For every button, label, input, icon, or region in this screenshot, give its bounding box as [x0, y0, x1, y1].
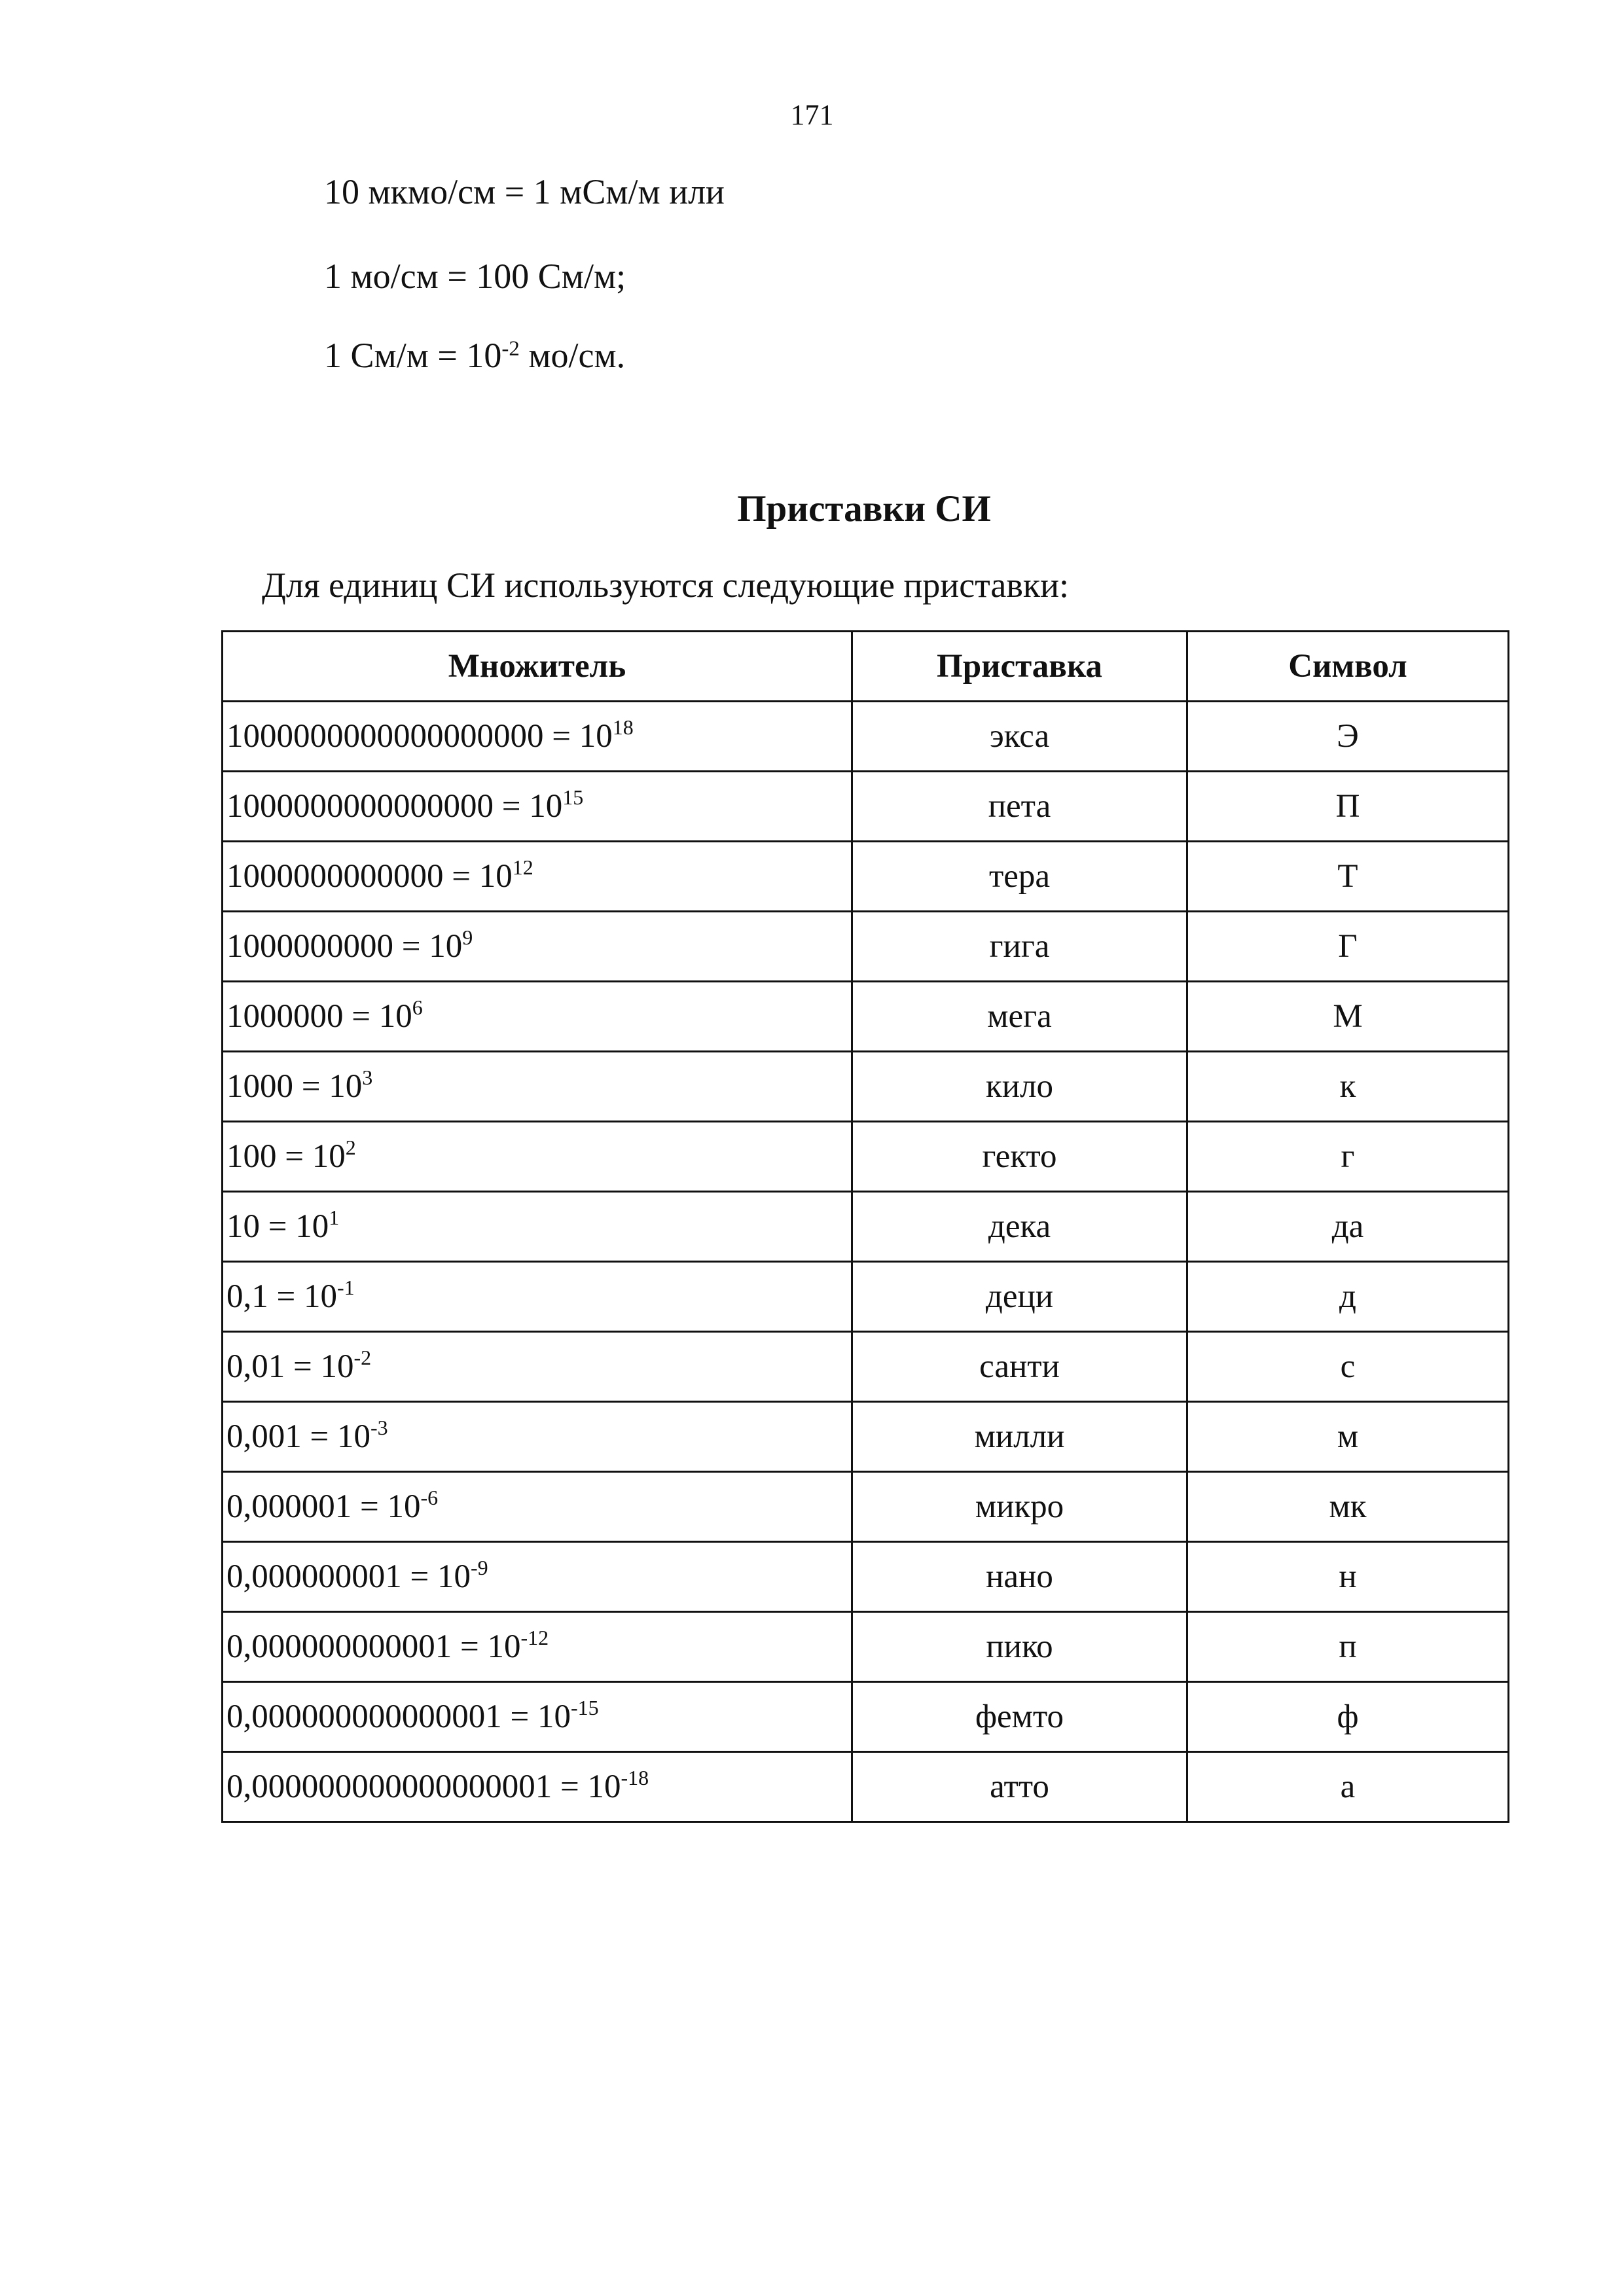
multiplier-value: 0,000000000000000001 = 10 [226, 1768, 621, 1805]
table-row [223, 1472, 1509, 1542]
multiplier-value: 10 = 10 [226, 1208, 329, 1245]
multiplier-exponent: -12 [520, 1625, 549, 1649]
multiplier-cell [223, 1052, 852, 1122]
prefix-cell: нано [852, 1542, 1187, 1612]
table-row [223, 1682, 1509, 1752]
multiplier-exponent: 2 [345, 1135, 356, 1159]
equation-text: 1 мо/см = 100 См/м; [324, 257, 626, 296]
multiplier-exponent: 15 [562, 785, 584, 809]
symbol-cell: н [1187, 1542, 1509, 1612]
symbol-cell: Г [1187, 912, 1509, 982]
table-row [223, 1332, 1509, 1402]
multiplier-exponent: -9 [471, 1555, 488, 1579]
table-row [223, 1122, 1509, 1192]
multiplier-cell [223, 1472, 852, 1542]
multiplier-value: 0,000000000000001 = 10 [226, 1698, 571, 1735]
multiplier-value: 1000000000000000000 = 10 [226, 718, 613, 755]
multiplier-cell [223, 1612, 852, 1682]
multiplier-cell [223, 1122, 852, 1192]
multiplier-exponent: -2 [353, 1345, 372, 1369]
multiplier-value: 1000 = 10 [226, 1068, 363, 1105]
multiplier-value: 1000000000 = 10 [226, 928, 463, 965]
multiplier-exponent: 3 [362, 1065, 373, 1089]
multiplier-cell [223, 1192, 852, 1262]
multiplier-exponent: -18 [621, 1765, 649, 1789]
equation-line [324, 335, 625, 376]
symbol-cell: м [1187, 1402, 1509, 1472]
multiplier-cell [223, 842, 852, 912]
symbol-cell: с [1187, 1332, 1509, 1402]
table-row [223, 1402, 1509, 1472]
multiplier-exponent: 6 [412, 995, 423, 1019]
table-header-row [223, 632, 1509, 702]
prefix-cell: гига [852, 912, 1187, 982]
multiplier-exponent: 1 [329, 1205, 340, 1229]
table-row [223, 1612, 1509, 1682]
prefix-cell: милли [852, 1402, 1187, 1472]
table-row [223, 702, 1509, 772]
multiplier-exponent: -15 [571, 1695, 599, 1719]
prefix-cell: фемто [852, 1682, 1187, 1752]
equation-line [324, 171, 725, 212]
multiplier-exponent: -6 [420, 1485, 439, 1509]
table-row [223, 842, 1509, 912]
multiplier-exponent: -1 [337, 1275, 355, 1299]
table-body [223, 702, 1509, 1822]
table-row [223, 1052, 1509, 1122]
equation-text: 1 См/м = 10 [324, 336, 502, 375]
multiplier-value: 1000000000000 = 10 [226, 858, 513, 895]
table-row [223, 1262, 1509, 1332]
table-row [223, 1752, 1509, 1822]
multiplier-value: 0,000001 = 10 [226, 1488, 421, 1525]
table-row [223, 1542, 1509, 1612]
symbol-cell: Э [1187, 702, 1509, 772]
symbol-cell: п [1187, 1612, 1509, 1682]
symbol-cell: а [1187, 1752, 1509, 1822]
multiplier-cell [223, 702, 852, 772]
multiplier-value: 0,000000001 = 10 [226, 1558, 471, 1595]
prefix-cell: гекто [852, 1122, 1187, 1192]
equation-exponent: -2 [501, 336, 520, 361]
prefix-cell: микро [852, 1472, 1187, 1542]
symbol-cell: ф [1187, 1682, 1509, 1752]
symbol-cell: М [1187, 982, 1509, 1052]
prefix-cell: кило [852, 1052, 1187, 1122]
multiplier-exponent: 9 [462, 925, 473, 949]
multiplier-cell [223, 982, 852, 1052]
prefix-cell: санти [852, 1332, 1187, 1402]
multiplier-value: 1000000000000000 = 10 [226, 788, 563, 825]
symbol-cell: к [1187, 1052, 1509, 1122]
column-header-symbol: Символ [1187, 632, 1509, 702]
multiplier-value: 0,01 = 10 [226, 1348, 354, 1385]
multiplier-cell [223, 1332, 852, 1402]
multiplier-cell [223, 912, 852, 982]
symbol-cell: мк [1187, 1472, 1509, 1542]
table-row [223, 1192, 1509, 1262]
equation-suffix: мо/см. [519, 336, 626, 375]
multiplier-exponent: 18 [612, 715, 634, 739]
column-header-prefix: Приставка [852, 632, 1187, 702]
prefix-cell: мега [852, 982, 1187, 1052]
symbol-cell: П [1187, 772, 1509, 842]
multiplier-exponent: -3 [370, 1415, 388, 1439]
multiplier-cell [223, 772, 852, 842]
symbol-cell: г [1187, 1122, 1509, 1192]
prefix-cell: пико [852, 1612, 1187, 1682]
column-header-multiplier: Множитель [223, 632, 852, 702]
multiplier-cell [223, 1542, 852, 1612]
multiplier-cell [223, 1262, 852, 1332]
equation-text: 10 мкмо/см = 1 мСм/м или [324, 172, 725, 211]
symbol-cell: д [1187, 1262, 1509, 1332]
symbol-cell: да [1187, 1192, 1509, 1262]
multiplier-exponent: 12 [512, 855, 533, 879]
multiplier-value: 100 = 10 [226, 1138, 346, 1175]
table-row [223, 982, 1509, 1052]
multiplier-value: 0,1 = 10 [226, 1278, 338, 1315]
prefix-cell: тера [852, 842, 1187, 912]
multiplier-value: 0,000000000001 = 10 [226, 1628, 521, 1665]
prefix-cell: атто [852, 1752, 1187, 1822]
multiplier-cell [223, 1682, 852, 1752]
prefix-cell: пета [852, 772, 1187, 842]
multiplier-cell [223, 1752, 852, 1822]
multiplier-value: 1000000 = 10 [226, 998, 412, 1035]
prefix-cell: дека [852, 1192, 1187, 1262]
prefix-cell: деци [852, 1262, 1187, 1332]
symbol-cell: Т [1187, 842, 1509, 912]
multiplier-cell [223, 1402, 852, 1472]
prefix-cell: экса [852, 702, 1187, 772]
intro-text: Для единиц СИ используются следующие приставки: [262, 565, 1070, 605]
section-title: Приставки СИ [737, 488, 991, 529]
equation-line [324, 256, 626, 296]
table-row [223, 912, 1509, 982]
table-row [223, 772, 1509, 842]
page-number: 171 [790, 99, 834, 131]
multiplier-value: 0,001 = 10 [226, 1418, 371, 1455]
si-prefix-table [221, 630, 1509, 1823]
